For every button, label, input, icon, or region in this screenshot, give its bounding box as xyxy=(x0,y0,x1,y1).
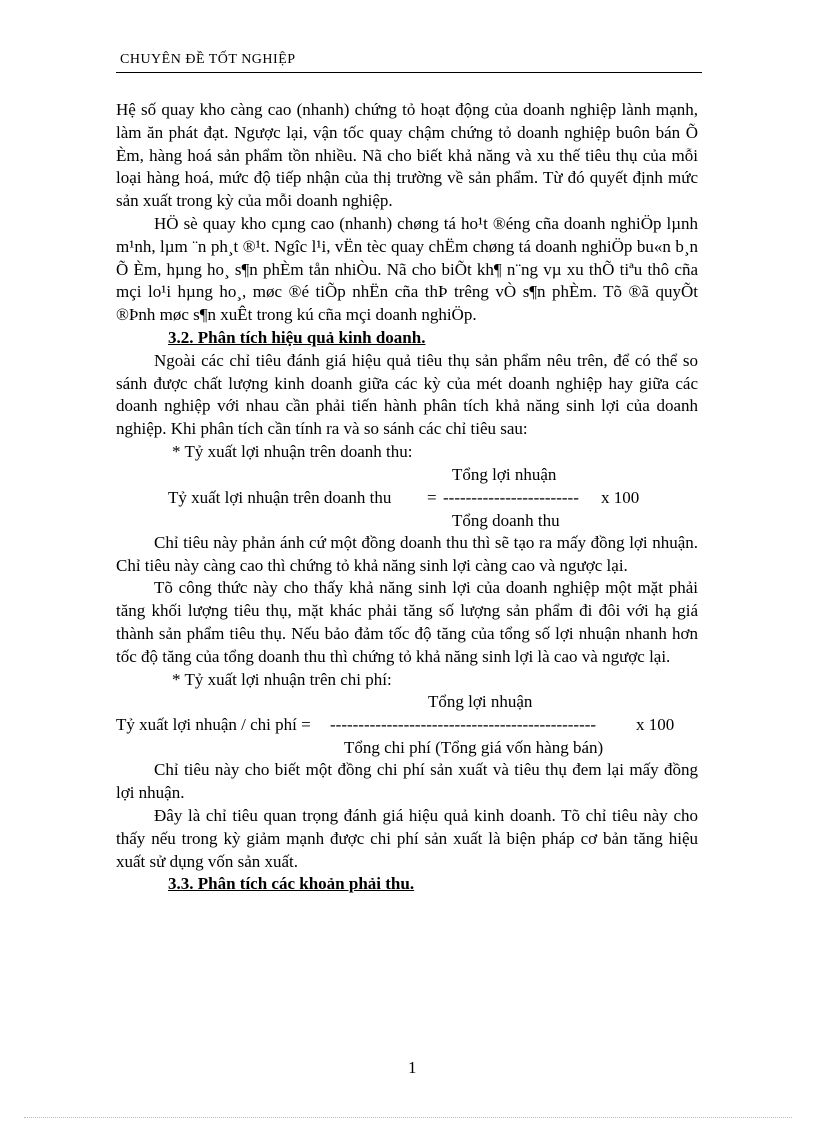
formula-equals: = xyxy=(427,487,437,507)
header-rule xyxy=(116,72,702,73)
paragraph-cost-reduction: Đây là chỉ tiêu quan trọng đánh giá hiệu quả kinh doanh. Tõ chỉ tiêu này cho thấy nếu trong kỳ giảm mạnh được chi phí sản xuất là biện pháp cơ bản tăng hiệu xuất sử dụng vốn sản xuất. xyxy=(116,805,698,871)
formula-numerator: Tổng lợi nhuận xyxy=(452,464,557,484)
paragraph-profitability-analysis: Tõ công thức này cho thấy khả năng sinh lợi của doanh nghiệp một mặt phải tăng khối lượng tiêu thụ, mặt khác phải tăng số lượng sản phẩm đi đôi với hạ giá thành sản phẩm tiêu thụ. Nếu bảo đảm tốc độ tăng của tổng số lợi nhuận nhanh hơn tốc độ tăng của tổng doanh thu thì chứng tỏ khả năng sinh lợi là cao và ngược lại. xyxy=(116,578,698,666)
page-number: 1 xyxy=(408,1058,417,1077)
section-heading-3-2: 3.2. Phân tích hiệu quả kinh doanh. xyxy=(168,327,426,347)
formula-multiplier: x 100 xyxy=(601,487,640,507)
formula-label: Tỷ xuất lợi nhuận / chi phí = xyxy=(116,715,311,735)
page-bottom-edge xyxy=(24,1117,792,1118)
formula-label: Tỷ xuất lợi nhuận trên doanh thu xyxy=(168,487,392,507)
section-heading-3-3: 3.3. Phân tích các khoản phải thu. xyxy=(168,874,415,894)
formula-denominator: Tổng doanh thu xyxy=(452,510,560,530)
paragraph-profit-on-revenue-meaning: Chỉ tiêu này phản ánh cứ một đồng doanh thu thì sẽ tạo ra mấy đồng lợi nhuận. Chỉ tiêu này càng cao thì chứng tỏ khả năng sinh lợi càng cao và ngược lại. xyxy=(116,532,698,575)
paragraph-profitability-intro: Ngoài các chỉ tiêu đánh giá hiệu quả tiêu thụ sản phẩm nêu trên, để có thể so sánh được chất lượng kinh doanh giữa các kỳ của mét doanh nghiệp hay giữa các doanh nghiệp với nhau cần phải tiến hành phân tích khả năng sinh lợi của doanh nghiệp. Khi phân tích cần tính ra và so sánh các chỉ tiêu sau: xyxy=(116,350,698,439)
formula-denominator: Tổng chi phí (Tổng giá vốn hàng bán) xyxy=(344,738,604,758)
formula-multiplier: x 100 xyxy=(636,715,675,735)
formula-fraction-line: ----------------------------------------------- xyxy=(330,715,597,735)
paragraph-profit-on-cost-meaning: Chỉ tiêu này cho biết một đồng chi phí sản xuất và tiêu thụ đem lại mấy đồng lợi nhuận. xyxy=(116,760,698,803)
bullet-profit-on-revenue: * Tỷ xuất lợi nhuận trên doanh thu: xyxy=(172,441,413,461)
bullet-profit-on-cost: * Tỷ xuất lợi nhuận trên chi phí: xyxy=(172,669,392,689)
formula-numerator: Tổng lợi nhuận xyxy=(428,692,533,712)
paragraph-inventory-turnover-legacy-encoding: HÖ sè quay kho cµng cao (nhanh) chøng tá ho¹t ®éng cña doanh nghiÖp lµnh m¹nh, lµm ¨n ph¸t ®¹t. Ngîc l¹i, vËn tèc quay chËm chøng tá doanh nghiÖp bu«n b¸n Õ Èm, hµng ho¸ s¶n phÈm tån nhiÒu. Nã cho biÕt kh¶ n¨ng vµ xu thÕ tiªu thô cña mçi lo¹i hµng ho¸, møc ®é tiÕp nhËn cña thÞ trêng vÒ s¶n phÈm. Tõ ®ã quyÕt ®Þnh møc s¶n xuÊt trong kú cña mçi doanh nghiÖp. xyxy=(116,213,698,325)
document-body xyxy=(116,99,698,896)
formula-fraction-line: ------------------------ xyxy=(443,487,579,507)
formula-profit-on-cost xyxy=(116,691,698,759)
formula-profit-on-revenue xyxy=(116,464,698,532)
paragraph-inventory-turnover: Hệ số quay kho càng cao (nhanh) chứng tỏ hoạt động của doanh nghiệp lành mạnh, làm ăn phát đạt. Ngược lại, vận tốc quay chậm chứng tỏ doanh nghiệp buôn bán Õ Èm, hàng hoá sản phẩm tồn nhiều. Nã cho biết khả năng và xu thế tiêu thụ của mỗi loại hàng hoá, mức độ tiếp nhận của thị trường về sản phẩm. Từ đó quyết định mức sản xuất trong kỳ của mỗi doanh nghiệp. xyxy=(116,100,698,211)
document-header: CHUYÊN ĐỀ TỐT NGHIỆP xyxy=(120,52,296,67)
